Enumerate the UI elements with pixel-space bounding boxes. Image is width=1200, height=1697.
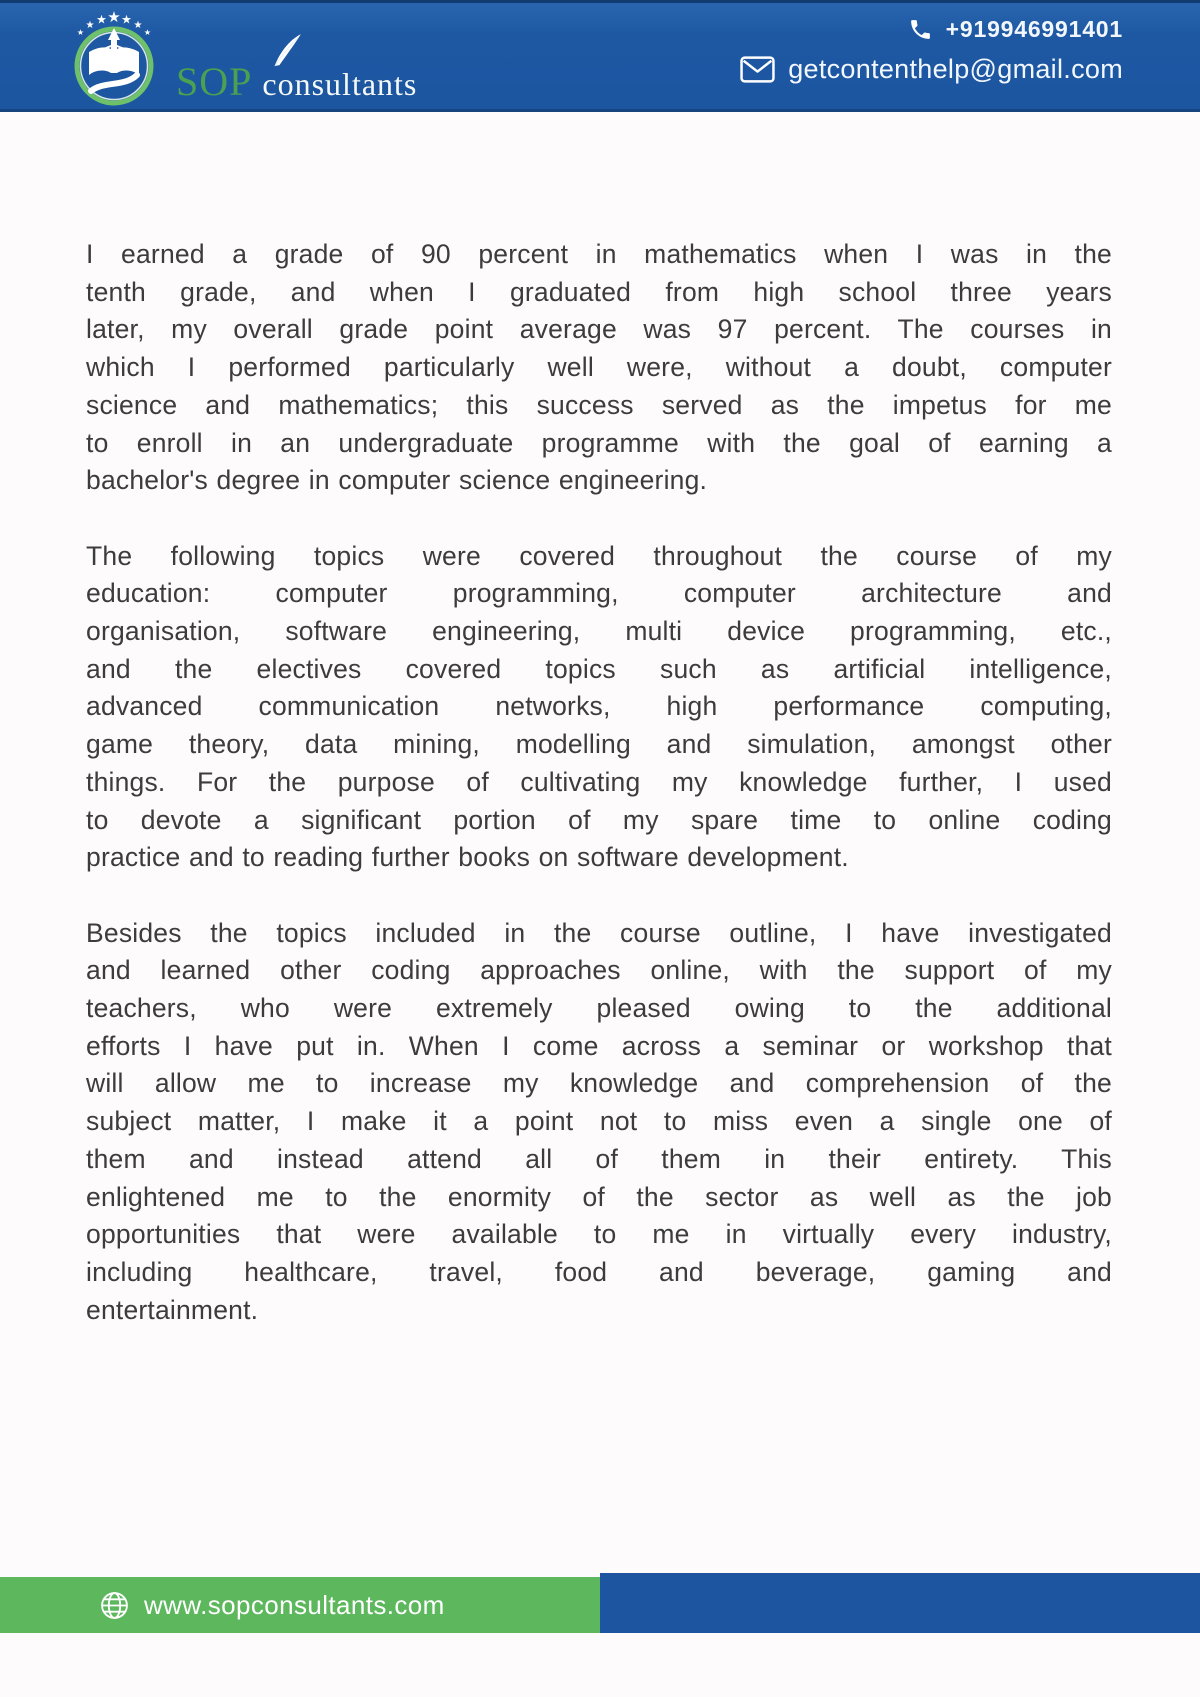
svg-text:★: ★ — [96, 12, 107, 27]
sop-logo — [62, 2, 166, 108]
footer-accent-bar — [600, 1573, 1200, 1633]
paragraph — [86, 915, 1112, 1330]
text-line: advanced communication networks, high performance computing, — [86, 691, 1112, 722]
text-line: tenth grade, and when I graduated from high school three years — [86, 276, 1112, 307]
sop-logo-emblem-icon — [62, 2, 166, 108]
svg-text:★: ★ — [133, 20, 143, 31]
phone-contact[interactable] — [908, 16, 1123, 43]
phone-number: +919946991401 — [945, 16, 1123, 42]
header-top-edge — [0, 0, 1200, 3]
globe-icon — [100, 1591, 129, 1620]
text-line: things. For the purpose of cultivating my knowledge further, I used — [86, 766, 1112, 797]
text-line: organisation, software engineering, multi device programming, etc., — [86, 616, 1112, 647]
svg-text:★: ★ — [85, 20, 95, 31]
text-line: to enroll in an undergraduate programme with the goal of earning a — [86, 427, 1112, 458]
email-address: getcontenthelp@gmail.com — [788, 54, 1123, 84]
text-line: which I performed particularly well were, without a doubt, computer — [86, 352, 1112, 383]
text-line: bachelor's degree in computer science engineering. — [86, 465, 708, 496]
brand-name-secondary-label: consultants — [262, 66, 418, 102]
text-line: science and mathematics; this success served as the impetus for me — [86, 389, 1112, 420]
text-line: to devote a significant portion of my spare time to online coding — [86, 804, 1112, 835]
website-url[interactable]: www.sopconsultants.com — [144, 1589, 445, 1620]
header-contact — [740, 16, 1123, 85]
svg-text:★: ★ — [76, 28, 85, 37]
text-line: and the electives covered topics such as artificial intelligence, — [86, 653, 1112, 684]
svg-text:★: ★ — [121, 12, 132, 27]
text-line: and learned other coding approaches online, with the support of my — [86, 955, 1112, 986]
brand-wordmark — [176, 58, 417, 105]
email-icon — [740, 56, 775, 83]
phone-icon — [908, 17, 933, 42]
footer-website-bar — [0, 1577, 600, 1633]
header-bar — [0, 0, 1200, 112]
svg-text:★: ★ — [143, 28, 152, 37]
text-line: teachers, who were extremely pleased owing to the additional — [86, 993, 1112, 1024]
text-line: later, my overall grade point average was 97 percent. The courses in — [86, 314, 1112, 345]
email-contact[interactable] — [740, 54, 1123, 85]
text-line: subject matter, I make it a point not to miss even a single one of — [86, 1106, 1112, 1137]
text-line: enlightened me to the enormity of the sector as well as the job — [86, 1181, 1112, 1212]
brand-name-primary: SOP — [176, 59, 253, 104]
text-line: will allow me to increase my knowledge and comprehension of the — [86, 1068, 1112, 1099]
text-line: The following topics were covered throughout the course of my — [86, 540, 1112, 571]
brand-name-secondary — [262, 66, 417, 103]
text-line: efforts I have put in. When I come across a seminar or workshop that — [86, 1030, 1112, 1061]
text-line: including healthcare, travel, food and beverage, gaming and — [86, 1256, 1112, 1287]
text-line: game theory, data mining, modelling and simulation, amongst other — [86, 729, 1112, 760]
paragraph — [86, 538, 1112, 877]
document-body — [86, 236, 1112, 1329]
text-line: practice and to reading further books on software development. — [86, 842, 849, 873]
text-line: I earned a grade of 90 percent in mathematics when I was in the — [86, 239, 1112, 269]
text-line: them and instead attend all of them in their entirety. This — [86, 1143, 1112, 1174]
paragraph — [86, 236, 1112, 500]
text-line: education: computer programming, computer architecture and — [86, 578, 1112, 609]
svg-text:★: ★ — [107, 8, 121, 26]
text-line: Besides the topics included in the course outline, I have investigated — [86, 917, 1112, 948]
text-line: opportunities that were available to me in virtually every industry, — [86, 1219, 1112, 1250]
text-line: entertainment. — [86, 1294, 259, 1325]
